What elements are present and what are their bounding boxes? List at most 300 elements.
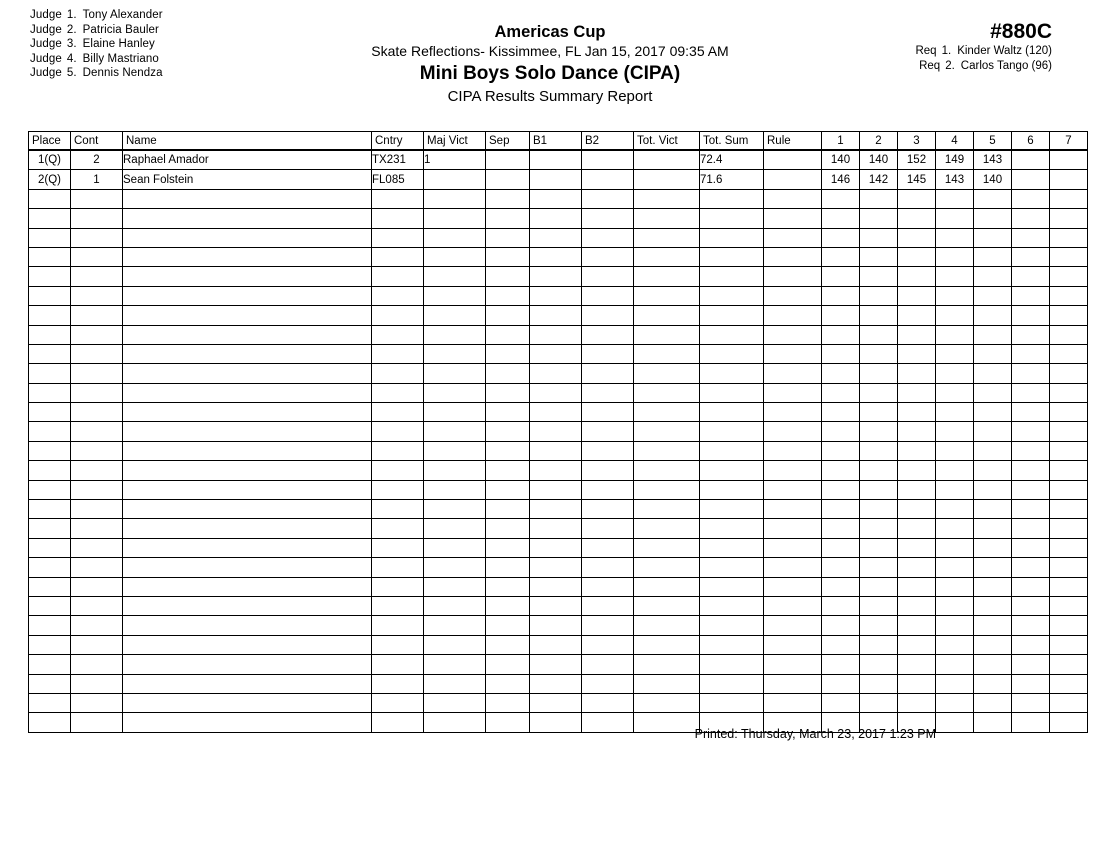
requirement-number: 1. — [941, 45, 952, 57]
cell-empty — [530, 441, 582, 460]
cell-empty — [1050, 403, 1088, 422]
cell-empty — [71, 616, 123, 635]
cell-empty — [974, 403, 1012, 422]
column-header-place: Place — [29, 132, 71, 151]
cell-empty — [123, 693, 372, 712]
cell-empty — [1012, 403, 1050, 422]
table-row-empty[interactable] — [29, 344, 1088, 363]
table-row-empty[interactable] — [29, 247, 1088, 266]
cell-empty — [700, 674, 764, 693]
results-table-body — [29, 150, 1088, 732]
cell-empty — [372, 325, 424, 344]
cell-empty — [936, 461, 974, 480]
cell-empty — [822, 441, 860, 460]
table-row-empty[interactable] — [29, 461, 1088, 480]
cell-empty — [372, 538, 424, 557]
table-row-empty[interactable] — [29, 538, 1088, 557]
cell-empty — [29, 480, 71, 499]
cell-empty — [486, 693, 530, 712]
cell-empty — [530, 500, 582, 519]
cell-empty — [71, 422, 123, 441]
cell-empty — [634, 344, 700, 363]
cell-empty — [123, 325, 372, 344]
cell-empty — [974, 538, 1012, 557]
requirement-label: Req — [919, 59, 941, 72]
judge-name: Dennis Nendza — [82, 67, 163, 79]
cell-empty — [29, 519, 71, 538]
cell-empty — [123, 519, 372, 538]
table-row-empty[interactable] — [29, 325, 1088, 344]
cell-empty — [486, 247, 530, 266]
cell-empty — [530, 655, 582, 674]
column-header-7: 7 — [1050, 132, 1088, 151]
cell-empty — [974, 267, 1012, 286]
cell-empty — [71, 189, 123, 208]
cell-b2 — [582, 170, 634, 189]
cell-empty — [1012, 500, 1050, 519]
table-row-empty[interactable] — [29, 596, 1088, 615]
table-row-empty[interactable] — [29, 577, 1088, 596]
cell-empty — [582, 286, 634, 305]
cell-empty — [424, 635, 486, 654]
cell-empty — [530, 189, 582, 208]
cell-empty — [764, 577, 822, 596]
cell-empty — [898, 674, 936, 693]
cell-empty — [936, 364, 974, 383]
cell-empty — [700, 325, 764, 344]
cell-empty — [700, 461, 764, 480]
cell-empty — [582, 655, 634, 674]
cell-empty — [1050, 461, 1088, 480]
cell-empty — [634, 693, 700, 712]
cell-empty — [582, 596, 634, 615]
table-row-empty[interactable] — [29, 189, 1088, 208]
table-row-empty[interactable] — [29, 500, 1088, 519]
cell-empty — [71, 480, 123, 499]
cell-empty — [424, 286, 486, 305]
cell-empty — [860, 267, 898, 286]
cell-empty — [860, 500, 898, 519]
cell-empty — [29, 538, 71, 557]
cell-empty — [1050, 325, 1088, 344]
cell-empty — [1050, 538, 1088, 557]
cell-empty — [424, 519, 486, 538]
column-header-maj-vict: Maj Vict — [424, 132, 486, 151]
cell-empty — [530, 480, 582, 499]
cell-empty — [764, 558, 822, 577]
cell-empty — [634, 306, 700, 325]
cell-empty — [974, 461, 1012, 480]
judge-label: Judge — [30, 38, 62, 50]
cell-empty — [700, 655, 764, 674]
cell-empty — [634, 383, 700, 402]
cell-empty — [486, 596, 530, 615]
cell-empty — [1012, 616, 1050, 635]
cell-empty — [582, 558, 634, 577]
cell-empty — [372, 693, 424, 712]
cell-empty — [1012, 247, 1050, 266]
cell-empty — [764, 480, 822, 499]
cell-place: 2(Q) — [29, 170, 71, 189]
cell-empty — [898, 189, 936, 208]
table-row-empty[interactable] — [29, 616, 1088, 635]
results-table — [28, 131, 1088, 733]
cell-empty — [123, 635, 372, 654]
cell-rule — [764, 150, 822, 170]
table-row[interactable] — [29, 170, 1088, 189]
event-code: #880C — [990, 20, 1052, 43]
cell-empty — [860, 693, 898, 712]
cell-empty — [700, 500, 764, 519]
cell-empty — [822, 383, 860, 402]
cell-empty — [29, 209, 71, 228]
cell-empty — [898, 344, 936, 363]
cell-empty — [898, 441, 936, 460]
cell-empty — [424, 655, 486, 674]
cell-empty — [123, 403, 372, 422]
cell-empty — [71, 461, 123, 480]
cell-empty — [424, 693, 486, 712]
cell-empty — [29, 596, 71, 615]
cell-empty — [974, 286, 1012, 305]
cell-empty — [1012, 306, 1050, 325]
requirement-label: Req — [915, 45, 937, 57]
cell-empty — [486, 422, 530, 441]
table-row-empty[interactable] — [29, 306, 1088, 325]
table-row-empty[interactable] — [29, 441, 1088, 460]
cell-empty — [530, 306, 582, 325]
cell-empty — [936, 616, 974, 635]
table-row[interactable] — [29, 150, 1088, 170]
table-row-empty[interactable] — [29, 364, 1088, 383]
cell-empty — [424, 247, 486, 266]
cell-empty — [1050, 674, 1088, 693]
cell-empty — [29, 189, 71, 208]
cell-empty — [898, 306, 936, 325]
cell-empty — [372, 247, 424, 266]
cell-empty — [372, 519, 424, 538]
judge-label: Judge — [30, 9, 62, 21]
cell-empty — [372, 209, 424, 228]
cell-empty — [29, 286, 71, 305]
table-row-empty[interactable] — [29, 519, 1088, 538]
table-row-empty[interactable] — [29, 267, 1088, 286]
cell-empty — [1050, 286, 1088, 305]
cell-empty — [123, 344, 372, 363]
cell-empty — [29, 325, 71, 344]
cell-tot-sum: 72.4 — [700, 150, 764, 170]
cell-judge-score-2: 142 — [860, 170, 898, 189]
cell-empty — [530, 267, 582, 286]
cell-empty — [424, 480, 486, 499]
cell-empty — [123, 364, 372, 383]
cell-empty — [898, 538, 936, 557]
table-row-empty[interactable] — [29, 480, 1088, 499]
cell-empty — [860, 383, 898, 402]
cell-judge-score-1: 146 — [822, 170, 860, 189]
column-header-5: 5 — [974, 132, 1012, 151]
cell-empty — [974, 344, 1012, 363]
column-header-sep: Sep — [486, 132, 530, 151]
cell-empty — [123, 577, 372, 596]
cell-empty — [1050, 267, 1088, 286]
table-row-empty[interactable] — [29, 674, 1088, 693]
cell-empty — [1050, 500, 1088, 519]
cell-empty — [764, 228, 822, 247]
cell-empty — [634, 364, 700, 383]
cell-empty — [700, 189, 764, 208]
cell-empty — [71, 364, 123, 383]
cell-empty — [424, 596, 486, 615]
cell-empty — [486, 500, 530, 519]
cell-empty — [936, 655, 974, 674]
cell-empty — [936, 538, 974, 557]
cell-empty — [860, 344, 898, 363]
judge-label: Judge — [30, 23, 62, 36]
judge-name: Billy Mastriano — [82, 52, 159, 65]
cell-empty — [71, 558, 123, 577]
cell-empty — [1050, 655, 1088, 674]
cell-name: Raphael Amador — [123, 150, 372, 170]
column-header-3: 3 — [898, 132, 936, 151]
cell-empty — [1050, 635, 1088, 654]
cell-empty — [123, 441, 372, 460]
cell-empty — [764, 538, 822, 557]
cell-empty — [634, 461, 700, 480]
cell-empty — [486, 267, 530, 286]
cell-empty — [936, 344, 974, 363]
cell-empty — [700, 616, 764, 635]
cell-empty — [530, 558, 582, 577]
table-row-empty[interactable] — [29, 422, 1088, 441]
cell-empty — [530, 635, 582, 654]
cell-empty — [530, 325, 582, 344]
cell-empty — [974, 655, 1012, 674]
cell-empty — [898, 577, 936, 596]
table-row-empty[interactable] — [29, 403, 1088, 422]
cell-empty — [974, 577, 1012, 596]
cell-empty — [424, 422, 486, 441]
cell-empty — [123, 655, 372, 674]
cell-empty — [822, 635, 860, 654]
cell-empty — [486, 577, 530, 596]
cell-empty — [71, 635, 123, 654]
cell-empty — [424, 189, 486, 208]
cell-empty — [764, 616, 822, 635]
cell-empty — [1050, 441, 1088, 460]
cell-empty — [700, 577, 764, 596]
cell-empty — [582, 693, 634, 712]
cell-empty — [764, 325, 822, 344]
cell-empty — [898, 383, 936, 402]
cell-empty — [1012, 441, 1050, 460]
cell-empty — [530, 209, 582, 228]
cell-empty — [974, 209, 1012, 228]
cell-empty — [71, 306, 123, 325]
cell-empty — [1012, 519, 1050, 538]
cell-empty — [372, 577, 424, 596]
cell-empty — [764, 306, 822, 325]
cell-empty — [936, 674, 974, 693]
cell-empty — [700, 635, 764, 654]
cell-empty — [822, 209, 860, 228]
cell-empty — [582, 422, 634, 441]
cell-empty — [582, 209, 634, 228]
cell-empty — [822, 616, 860, 635]
cell-empty — [898, 461, 936, 480]
cell-empty — [29, 635, 71, 654]
cell-empty — [372, 422, 424, 441]
cell-empty — [936, 635, 974, 654]
cell-empty — [123, 538, 372, 557]
cell-empty — [936, 693, 974, 712]
cell-empty — [974, 325, 1012, 344]
cell-empty — [582, 577, 634, 596]
cell-empty — [486, 364, 530, 383]
cell-empty — [634, 228, 700, 247]
cell-empty — [700, 344, 764, 363]
cell-judge-score-6 — [1012, 150, 1050, 170]
cell-empty — [634, 189, 700, 208]
column-header-rule: Rule — [764, 132, 822, 151]
table-row-empty[interactable] — [29, 383, 1088, 402]
cell-empty — [71, 403, 123, 422]
cell-empty — [898, 286, 936, 305]
cell-empty — [974, 364, 1012, 383]
cell-empty — [71, 325, 123, 344]
cell-empty — [71, 383, 123, 402]
table-row-empty[interactable] — [29, 286, 1088, 305]
cell-empty — [764, 655, 822, 674]
cell-judge-score-4: 143 — [936, 170, 974, 189]
requirement-name: Carlos Tango (96) — [960, 59, 1052, 72]
table-row-empty[interactable] — [29, 558, 1088, 577]
cell-empty — [29, 693, 71, 712]
cell-empty — [424, 441, 486, 460]
table-row-empty[interactable] — [29, 655, 1088, 674]
cell-empty — [860, 441, 898, 460]
cell-empty — [486, 674, 530, 693]
cell-empty — [1012, 383, 1050, 402]
cell-empty — [936, 596, 974, 615]
cell-empty — [974, 383, 1012, 402]
cell-empty — [634, 635, 700, 654]
cell-empty — [486, 403, 530, 422]
cell-empty — [898, 228, 936, 247]
cell-empty — [123, 228, 372, 247]
cell-empty — [1050, 577, 1088, 596]
cell-empty — [71, 693, 123, 712]
cell-empty — [486, 209, 530, 228]
cell-empty — [1012, 267, 1050, 286]
cell-empty — [424, 674, 486, 693]
cell-empty — [123, 267, 372, 286]
cell-empty — [582, 267, 634, 286]
cell-empty — [1012, 364, 1050, 383]
cell-empty — [936, 480, 974, 499]
cell-empty — [860, 286, 898, 305]
cell-empty — [822, 596, 860, 615]
cell-empty — [860, 519, 898, 538]
cell-empty — [860, 228, 898, 247]
cell-empty — [634, 538, 700, 557]
cell-empty — [634, 441, 700, 460]
cell-empty — [424, 500, 486, 519]
cell-empty — [123, 461, 372, 480]
cell-empty — [486, 558, 530, 577]
cell-empty — [822, 422, 860, 441]
cell-cont: 2 — [71, 150, 123, 170]
cell-empty — [822, 577, 860, 596]
cell-empty — [860, 247, 898, 266]
cell-empty — [764, 461, 822, 480]
cell-empty — [822, 267, 860, 286]
cell-empty — [860, 577, 898, 596]
table-row-empty[interactable] — [29, 209, 1088, 228]
cell-empty — [582, 364, 634, 383]
cell-empty — [700, 306, 764, 325]
column-header-cntry: Cntry — [372, 132, 424, 151]
cell-empty — [936, 500, 974, 519]
cell-empty — [936, 325, 974, 344]
cell-empty — [936, 558, 974, 577]
cell-empty — [634, 596, 700, 615]
cell-empty — [582, 500, 634, 519]
cell-empty — [974, 480, 1012, 499]
cell-empty — [822, 344, 860, 363]
cell-empty — [486, 325, 530, 344]
title-block — [250, 22, 850, 108]
cell-empty — [29, 461, 71, 480]
cell-empty — [29, 616, 71, 635]
cell-empty — [822, 306, 860, 325]
cell-empty — [71, 228, 123, 247]
cell-empty — [764, 209, 822, 228]
cell-empty — [1012, 480, 1050, 499]
cell-judge-score-2: 140 — [860, 150, 898, 170]
cell-empty — [530, 344, 582, 363]
cell-empty — [764, 441, 822, 460]
cell-empty — [822, 189, 860, 208]
cell-empty — [424, 325, 486, 344]
cell-empty — [1012, 286, 1050, 305]
column-header-b1: B1 — [530, 132, 582, 151]
cell-empty — [372, 286, 424, 305]
cell-empty — [1050, 480, 1088, 499]
cell-empty — [123, 306, 372, 325]
judge-label: Judge — [30, 67, 62, 79]
cell-empty — [1050, 364, 1088, 383]
table-row-empty[interactable] — [29, 228, 1088, 247]
judge-number: 1. — [66, 9, 77, 21]
cell-empty — [860, 596, 898, 615]
venue-date-line: Skate Reflections- Kissimmee, FL Jan 15, 2017 09:35 AM — [371, 43, 729, 59]
requirement-row — [915, 44, 1052, 59]
event-meta — [915, 20, 1052, 73]
table-row-empty[interactable] — [29, 693, 1088, 712]
cell-empty — [898, 422, 936, 441]
cell-empty — [372, 306, 424, 325]
cell-empty — [582, 461, 634, 480]
cell-empty — [123, 674, 372, 693]
cell-empty — [29, 441, 71, 460]
cell-empty — [582, 189, 634, 208]
cell-empty — [530, 247, 582, 266]
cell-empty — [582, 616, 634, 635]
cell-empty — [822, 538, 860, 557]
table-row-empty[interactable] — [29, 635, 1088, 654]
cell-empty — [1012, 189, 1050, 208]
